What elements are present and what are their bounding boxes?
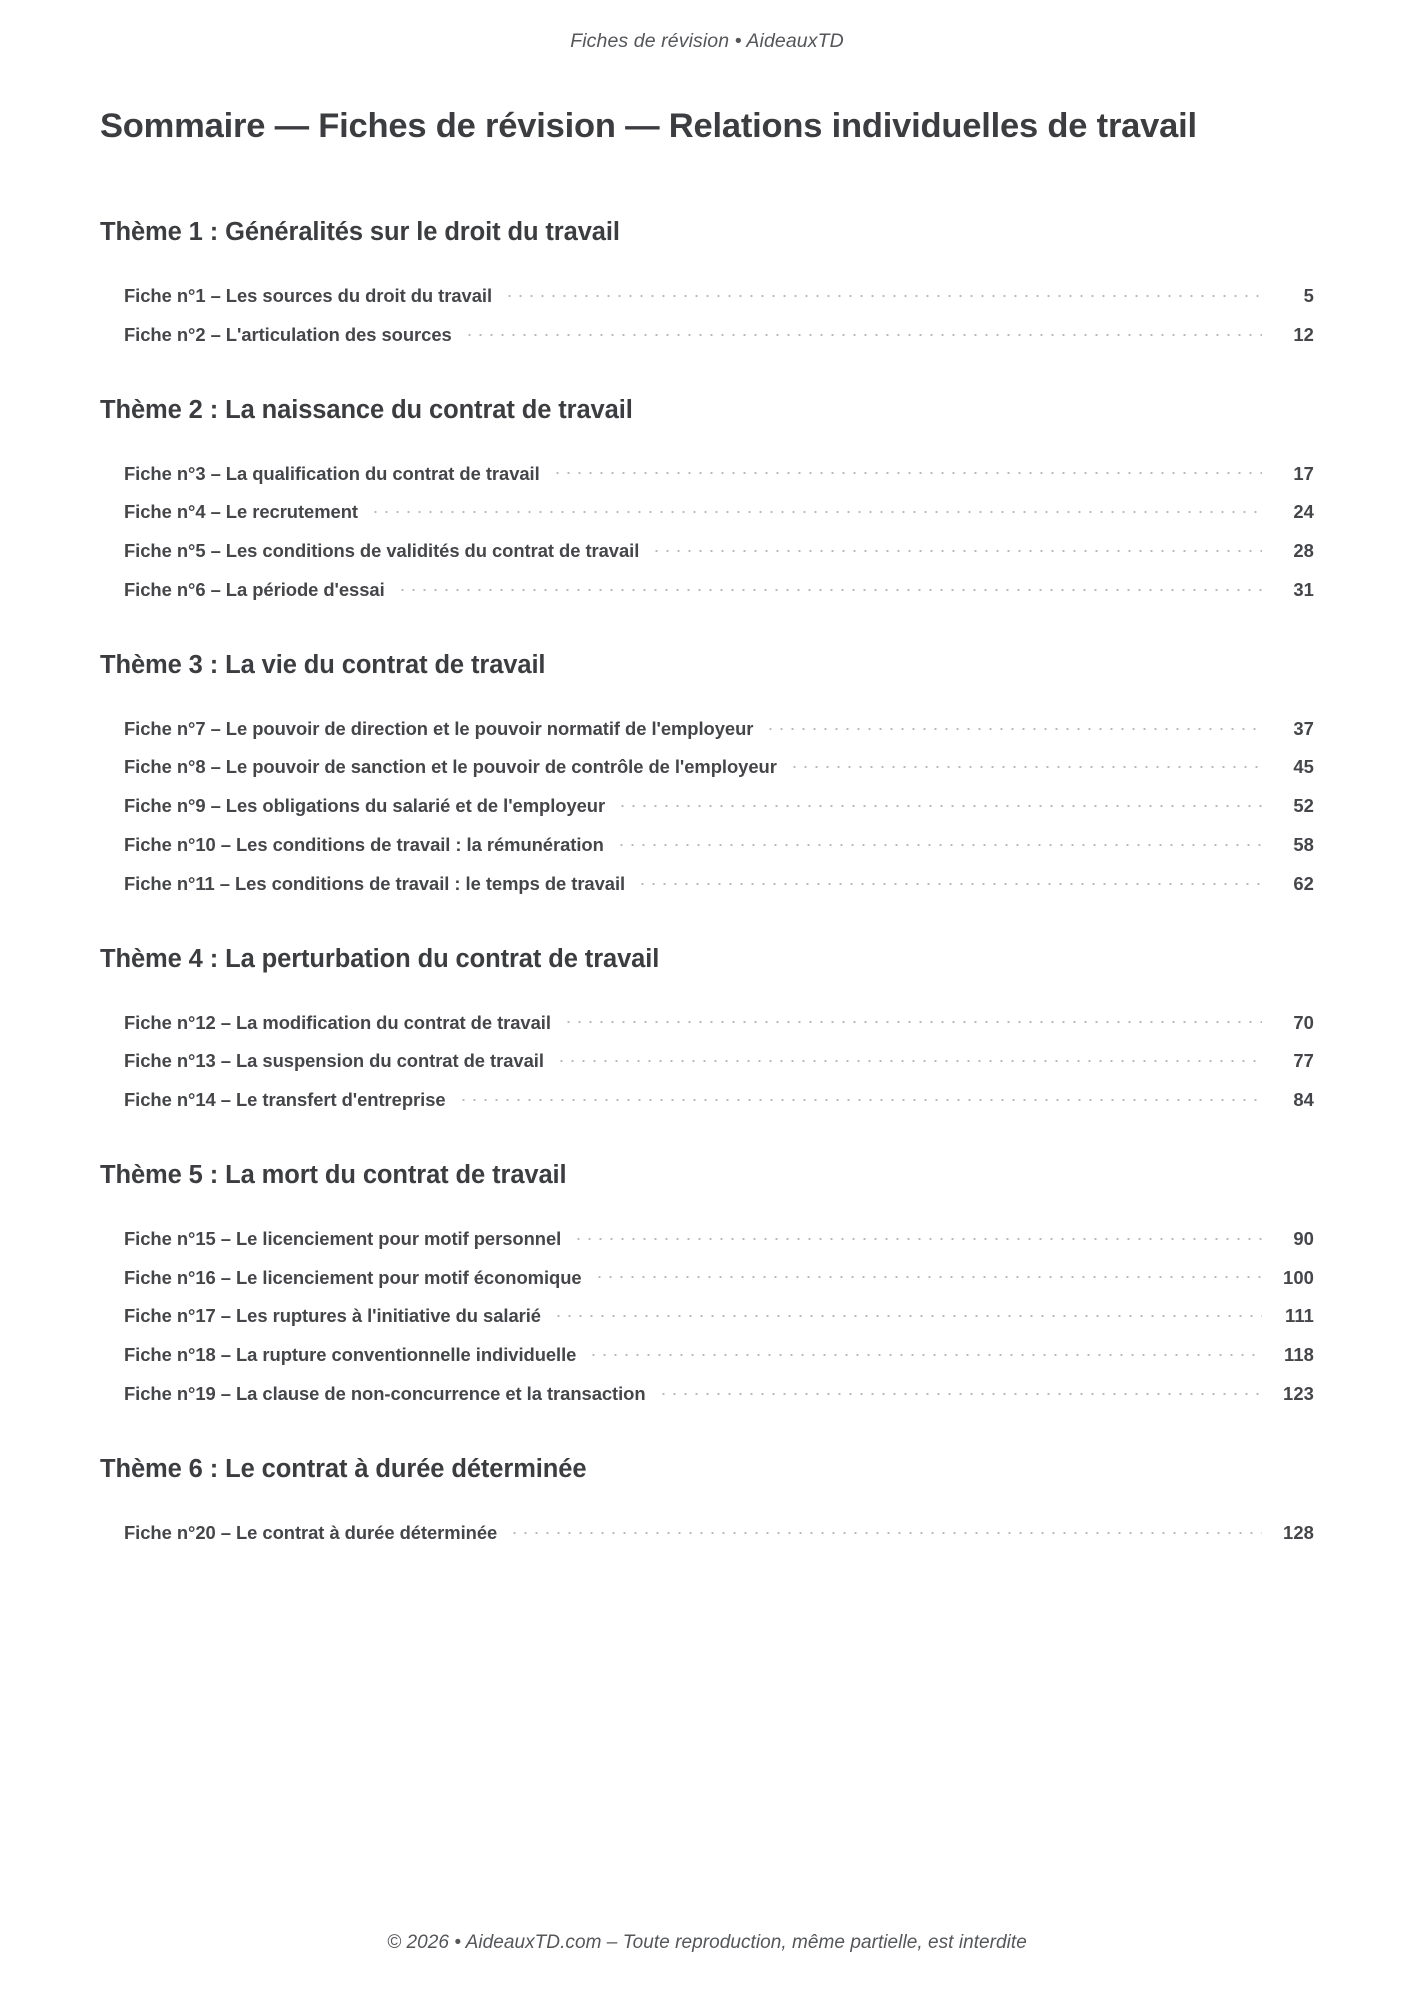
toc-entry-page-number: 118 <box>1284 1344 1314 1366</box>
toc-entry[interactable] <box>124 530 1314 569</box>
toc-entry-page-number: 128 <box>1283 1521 1314 1543</box>
toc-entry-label: Fiche n°7 – Le pouvoir de direction et le pouvoir normatif de l'employeur <box>124 717 754 739</box>
toc-entry-label: Fiche n°15 – Le licenciement pour motif personnel <box>124 1227 562 1249</box>
toc-entry-label: Fiche n°16 – Le licenciement pour motif économique <box>124 1266 582 1288</box>
toc-entry-label: Fiche n°17 – Les ruptures à l'initiative du salarié <box>124 1305 541 1327</box>
theme-block <box>100 650 1314 902</box>
toc-entry-page-number: 31 <box>1293 579 1314 601</box>
theme-entry-list <box>100 1002 1314 1118</box>
theme-block <box>100 944 1314 1118</box>
toc-entry[interactable] <box>124 275 1314 314</box>
toc-entry-leader-dots <box>397 578 1262 596</box>
toc-entry-page-number: 90 <box>1293 1227 1314 1249</box>
toc-entry-label: Fiche n°1 – Les sources du droit du travail <box>124 285 493 307</box>
toc-entry-page-number: 37 <box>1293 717 1314 739</box>
toc-entry[interactable] <box>124 863 1314 902</box>
theme-entry-list <box>100 708 1314 902</box>
toc-entry-label: Fiche n°8 – Le pouvoir de sanction et le pouvoir de contrôle de l'employeur <box>124 756 777 778</box>
toc-entry-page-number: 100 <box>1283 1266 1314 1288</box>
toc-entry-leader-dots <box>509 1520 1262 1538</box>
toc-entry-page-number: 123 <box>1283 1383 1314 1404</box>
toc-entry-leader-dots <box>370 500 1262 518</box>
toc-entry-leader-dots <box>573 1226 1262 1244</box>
theme-heading: Thème 3 : La vie du contrat de travail <box>100 650 546 679</box>
running-header: Fiches de révision • AideauxTD <box>570 30 844 52</box>
theme-entry-list <box>100 1218 1314 1412</box>
toc-entry[interactable] <box>124 1296 1314 1335</box>
toc-entry[interactable] <box>124 1257 1314 1296</box>
toc-entry-page-number: 62 <box>1293 872 1314 894</box>
theme-block <box>100 395 1314 608</box>
toc-entry-leader-dots <box>594 1265 1262 1283</box>
theme-block <box>100 1454 1314 1551</box>
toc-entry-page-number: 17 <box>1293 462 1314 484</box>
theme-entry-list <box>100 1512 1314 1551</box>
footer-copyright: © 2026 • AideauxTD.com – Toute reproduction, même partielle, est interdite <box>387 1932 1027 1953</box>
toc-entry-leader-dots <box>658 1382 1262 1400</box>
toc-entry[interactable] <box>124 1079 1314 1118</box>
toc-entry-label: Fiche n°9 – Les obligations du salarié et de l'employeur <box>124 795 606 817</box>
toc-entry-label: Fiche n°6 – La période d'essai <box>124 579 385 601</box>
toc-entry-leader-dots <box>765 716 1262 734</box>
toc-entry[interactable] <box>124 824 1314 863</box>
toc-entry-label: Fiche n°14 – Le transfert d'entreprise <box>124 1089 446 1111</box>
toc-entry-page-number: 77 <box>1293 1050 1314 1072</box>
toc-entry-label: Fiche n°4 – Le recrutement <box>124 501 358 523</box>
toc-entry-leader-dots <box>651 539 1262 557</box>
toc-entry[interactable] <box>124 492 1314 531</box>
toc-entry-page-number: 12 <box>1293 323 1314 345</box>
theme-entry-list <box>100 275 1314 353</box>
theme-block <box>100 1160 1314 1412</box>
toc-entry-page-number: 70 <box>1293 1011 1314 1033</box>
toc-entry[interactable] <box>124 708 1314 747</box>
theme-heading: Thème 5 : La mort du contrat de travail <box>100 1161 567 1190</box>
toc-entry[interactable] <box>124 569 1314 608</box>
toc-entry-leader-dots <box>616 833 1262 851</box>
toc-entry-label: Fiche n°3 – La qualification du contrat de travail <box>124 462 540 484</box>
theme-heading: Thème 4 : La perturbation du contrat de travail <box>100 944 660 973</box>
toc-entry-leader-dots <box>588 1343 1262 1361</box>
theme-entry-list <box>100 453 1314 608</box>
toc-entry-leader-dots <box>789 755 1262 773</box>
toc-entry-label: Fiche n°19 – La clause de non-concurrence et la transaction <box>124 1383 646 1404</box>
toc-entry-leader-dots <box>563 1010 1262 1028</box>
toc-entry-leader-dots <box>504 284 1262 302</box>
toc-entry-page-number: 5 <box>1303 285 1314 307</box>
toc-entry-page-number: 45 <box>1293 756 1314 778</box>
toc-entry-page-number: 28 <box>1293 540 1314 562</box>
toc-entry[interactable] <box>124 1373 1314 1412</box>
theme-block <box>100 217 1314 352</box>
toc-entry-label: Fiche n°13 – La suspension du contrat de travail <box>124 1050 544 1072</box>
toc-entry-page-number: 58 <box>1293 834 1314 856</box>
toc-entry-label: Fiche n°5 – Les conditions de validités du contrat de travail <box>124 540 640 562</box>
toc-entry[interactable] <box>124 1334 1314 1373</box>
toc-entry-leader-dots <box>552 461 1262 479</box>
toc-entry-label: Fiche n°18 – La rupture conventionnelle individuelle <box>124 1344 577 1366</box>
toc-entry-page-number: 52 <box>1293 795 1314 817</box>
theme-heading: Thème 1 : Généralités sur le droit du travail <box>100 218 620 247</box>
toc-entry-label: Fiche n°20 – Le contrat à durée déterminée <box>124 1521 498 1543</box>
toc-entry-label: Fiche n°11 – Les conditions de travail : le temps de travail <box>124 872 626 894</box>
theme-heading: Thème 2 : La naissance du contrat de travail <box>100 395 633 424</box>
page-title: Sommaire — Fiches de révision — Relations individuelles de travail <box>100 107 1197 145</box>
table-of-contents <box>0 217 1414 1932</box>
toc-entry-page-number: 111 <box>1285 1305 1314 1327</box>
toc-entry-leader-dots <box>553 1304 1262 1322</box>
theme-heading: Thème 6 : Le contrat à durée déterminée <box>100 1454 587 1483</box>
toc-entry-label: Fiche n°12 – La modification du contrat de travail <box>124 1011 551 1033</box>
toc-entry-leader-dots <box>464 323 1262 341</box>
toc-entry-label: Fiche n°10 – Les conditions de travail : la rémunération <box>124 834 604 856</box>
toc-entry[interactable] <box>124 747 1314 786</box>
toc-entry-label: Fiche n°2 – L'articulation des sources <box>124 323 452 345</box>
toc-entry-page-number: 84 <box>1293 1089 1314 1111</box>
toc-entry-leader-dots <box>637 871 1262 889</box>
toc-entry-page-number: 24 <box>1293 501 1314 523</box>
toc-entry[interactable] <box>124 314 1314 353</box>
toc-entry[interactable] <box>124 1512 1314 1551</box>
toc-entry[interactable] <box>124 453 1314 492</box>
toc-entry[interactable] <box>124 1002 1314 1041</box>
toc-entry[interactable] <box>124 785 1314 824</box>
toc-entry-leader-dots <box>556 1049 1262 1067</box>
toc-entry-leader-dots <box>617 794 1262 812</box>
toc-entry[interactable] <box>124 1040 1314 1079</box>
toc-entry-leader-dots <box>458 1088 1262 1106</box>
toc-entry[interactable] <box>124 1218 1314 1257</box>
